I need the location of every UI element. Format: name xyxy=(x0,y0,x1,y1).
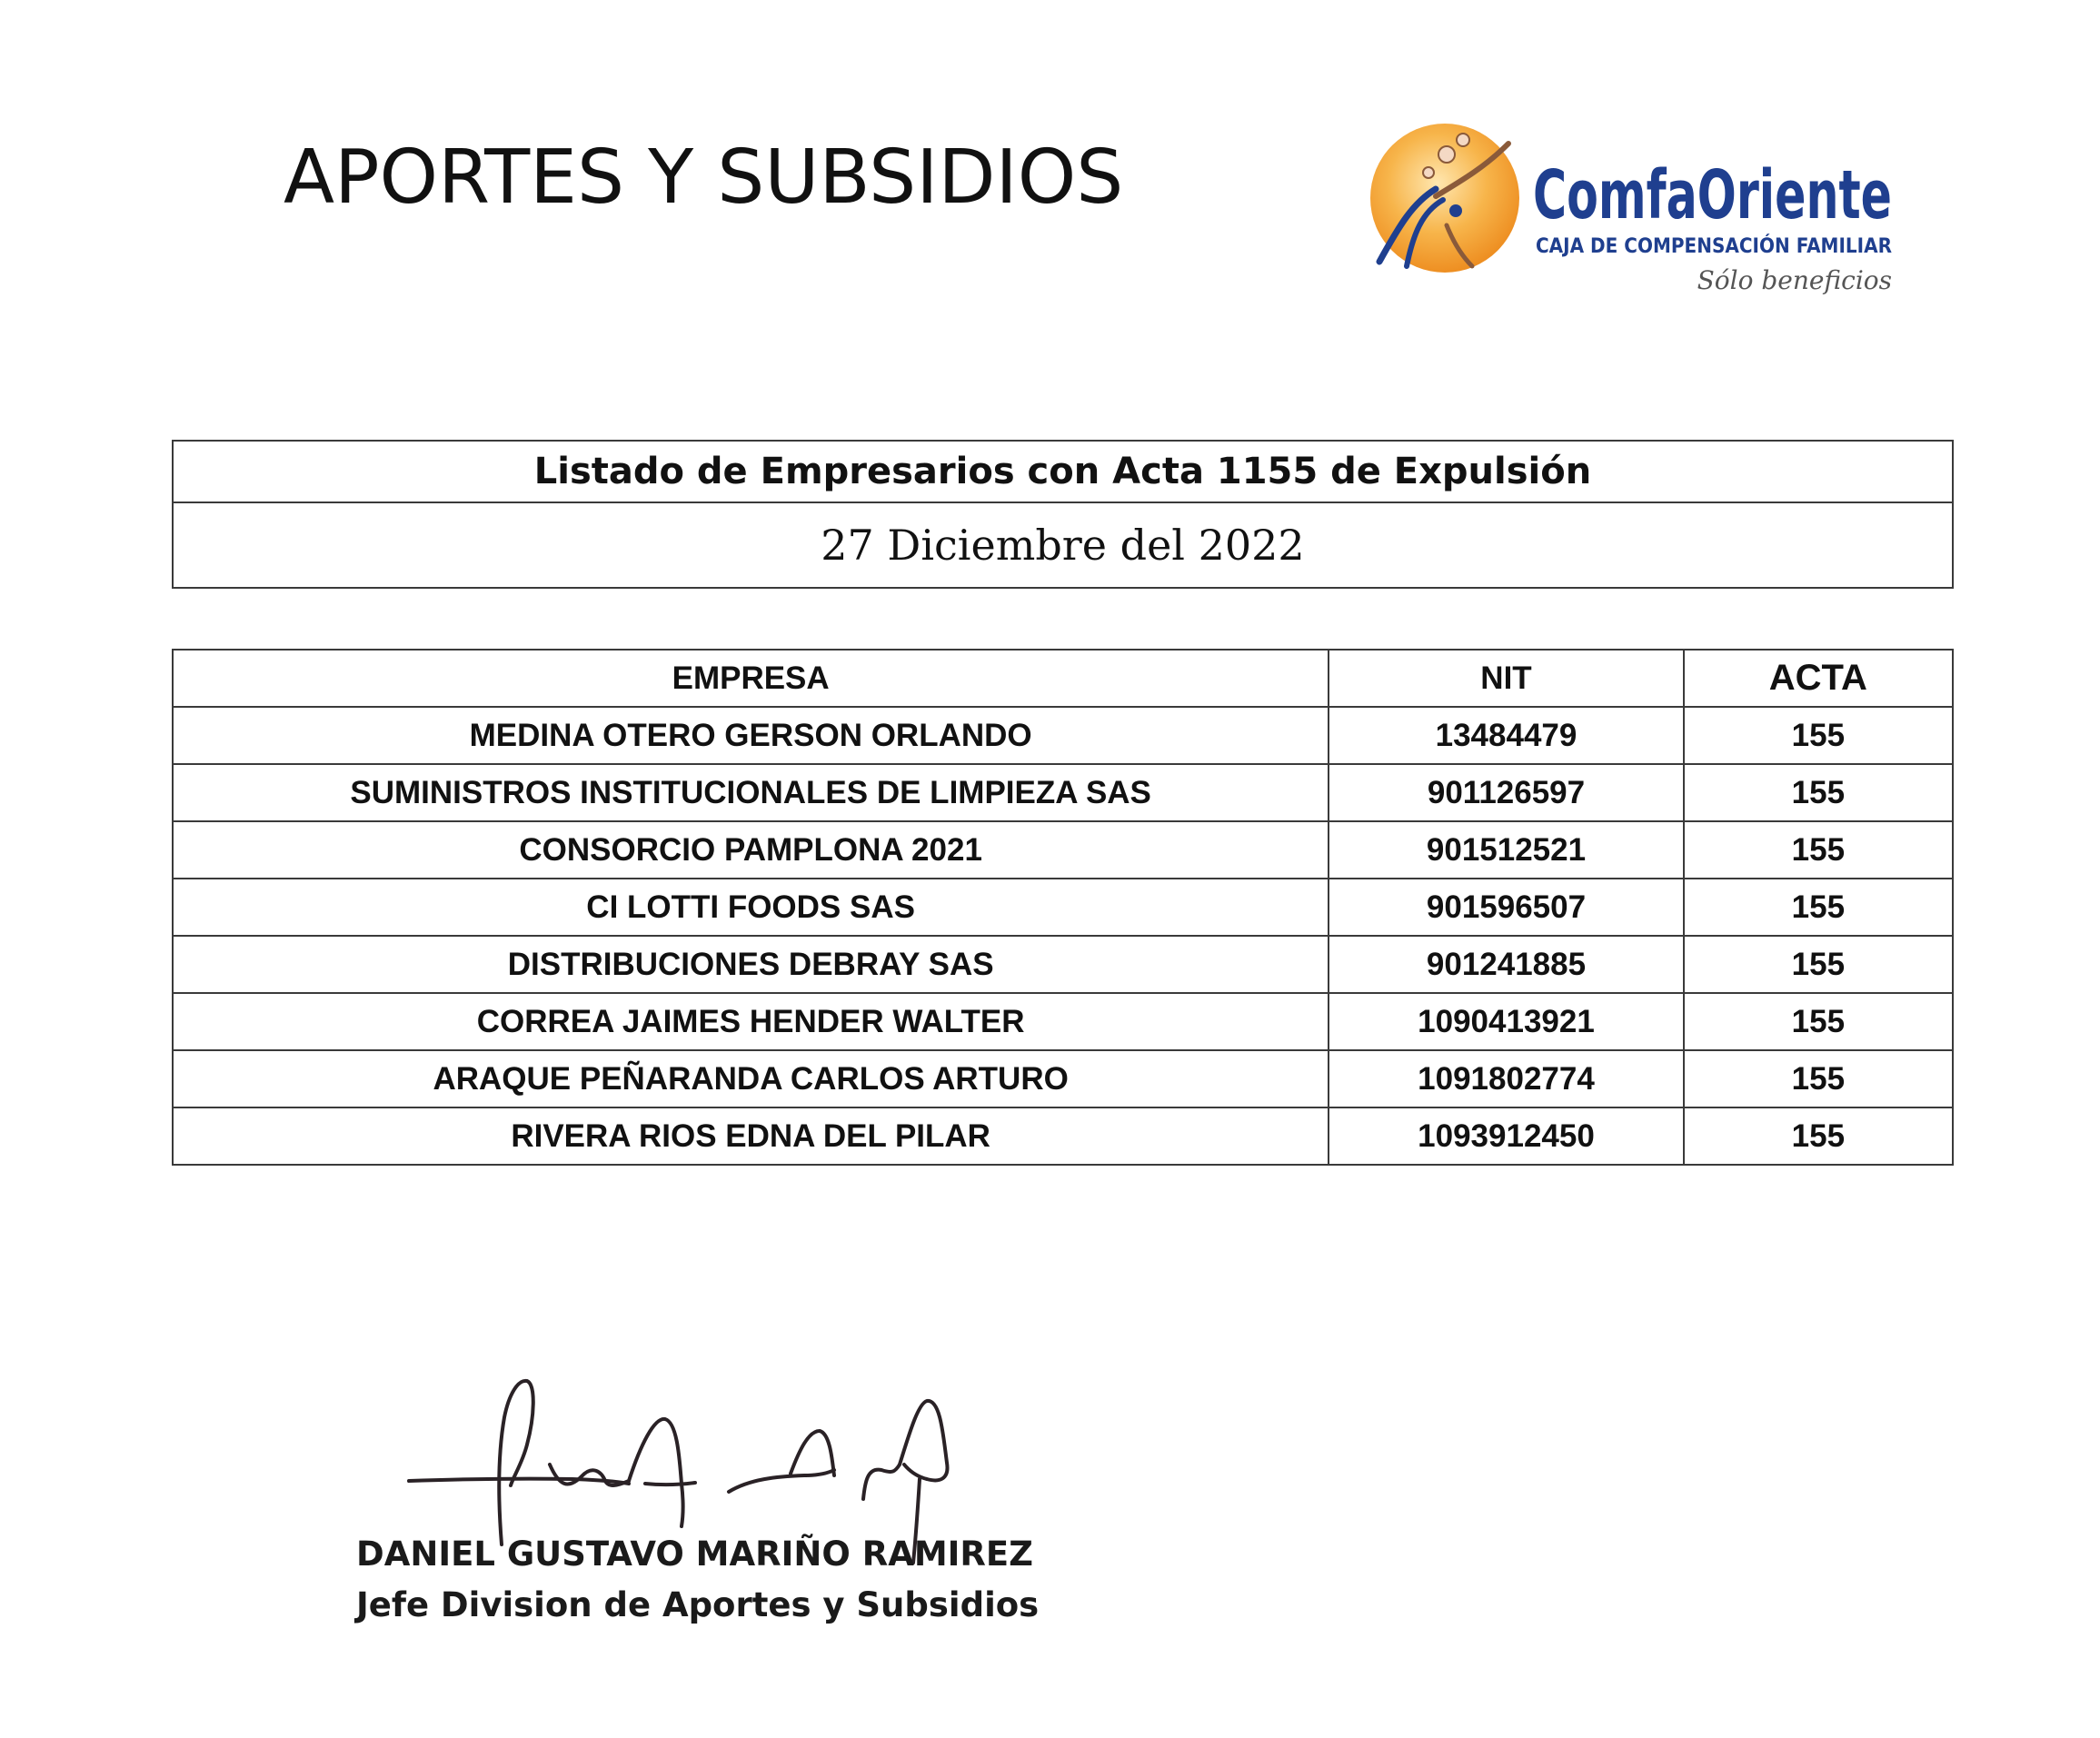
table-row xyxy=(173,993,1953,1050)
cell-acta: 155 xyxy=(1684,707,1953,764)
cell-empresa: ARAQUE PEÑARANDA CARLOS ARTURO xyxy=(173,1050,1329,1107)
cell-nit: 901512521 xyxy=(1329,821,1683,879)
cell-empresa: MEDINA OTERO GERSON ORLANDO xyxy=(173,707,1329,764)
signer-role: Jefe Division de Aportes y Subsidios xyxy=(356,1585,1040,1624)
cell-acta: 155 xyxy=(1684,879,1953,936)
signature-block xyxy=(356,1529,1039,1631)
cell-acta: 155 xyxy=(1684,1050,1953,1107)
cell-acta: 155 xyxy=(1684,1107,1953,1165)
cell-acta: 155 xyxy=(1684,821,1953,879)
table-row xyxy=(173,879,1953,936)
table-row xyxy=(173,764,1953,821)
cell-acta: 155 xyxy=(1684,993,1953,1050)
table-row xyxy=(173,707,1953,764)
cell-empresa: DISTRIBUCIONES DEBRAY SAS xyxy=(173,936,1329,993)
logo-brand-text: ComfaOriente xyxy=(1533,156,1892,234)
cell-acta: 155 xyxy=(1684,764,1953,821)
cell-nit: 1091802774 xyxy=(1329,1050,1683,1107)
cell-acta: 155 xyxy=(1684,936,1953,993)
signer-name: DANIEL GUSTAVO MARIÑO RAMIREZ xyxy=(356,1534,1034,1574)
table-row xyxy=(173,1107,1953,1165)
cell-empresa: SUMINISTROS INSTITUCIONALES DE LIMPIEZA SAS xyxy=(173,764,1329,821)
table-row xyxy=(173,936,1953,993)
document-heading: Listado de Empresarios con Acta 1155 de Expulsión xyxy=(173,441,1953,502)
cell-empresa: CI LOTTI FOODS SAS xyxy=(173,879,1329,936)
cell-empresa: CONSORCIO PAMPLONA 2021 xyxy=(173,821,1329,879)
column-header-empresa: EMPRESA xyxy=(173,650,1329,707)
cell-nit: 901126597 xyxy=(1329,764,1683,821)
cell-nit: 13484479 xyxy=(1329,707,1683,764)
cell-nit: 901596507 xyxy=(1329,879,1683,936)
logo-tagline-text: CAJA DE COMPENSACIÓN FAMILIAR xyxy=(1536,235,1928,258)
column-header-nit: NIT xyxy=(1329,650,1683,707)
cell-nit: 901241885 xyxy=(1329,936,1683,993)
cell-empresa: CORREA JAIMES HENDER WALTER xyxy=(173,993,1329,1050)
logo-slogan-text: Sólo beneficios xyxy=(1697,265,1892,295)
cell-empresa: RIVERA RIOS EDNA DEL PILAR xyxy=(173,1107,1329,1165)
column-header-acta: ACTA xyxy=(1684,650,1953,707)
empresarios-table xyxy=(172,649,1954,1166)
table-row xyxy=(173,1050,1953,1107)
page-title: APORTES Y SUBSIDIOS xyxy=(284,134,1124,221)
document-date: 27 Diciembre del 2022 xyxy=(173,502,1953,588)
heading-box xyxy=(172,440,1954,589)
cell-nit: 1093912450 xyxy=(1329,1107,1683,1165)
comfaoriente-logo xyxy=(1363,116,1928,307)
table-header-row xyxy=(173,650,1953,707)
table-row xyxy=(173,821,1953,879)
cell-nit: 1090413921 xyxy=(1329,993,1683,1050)
